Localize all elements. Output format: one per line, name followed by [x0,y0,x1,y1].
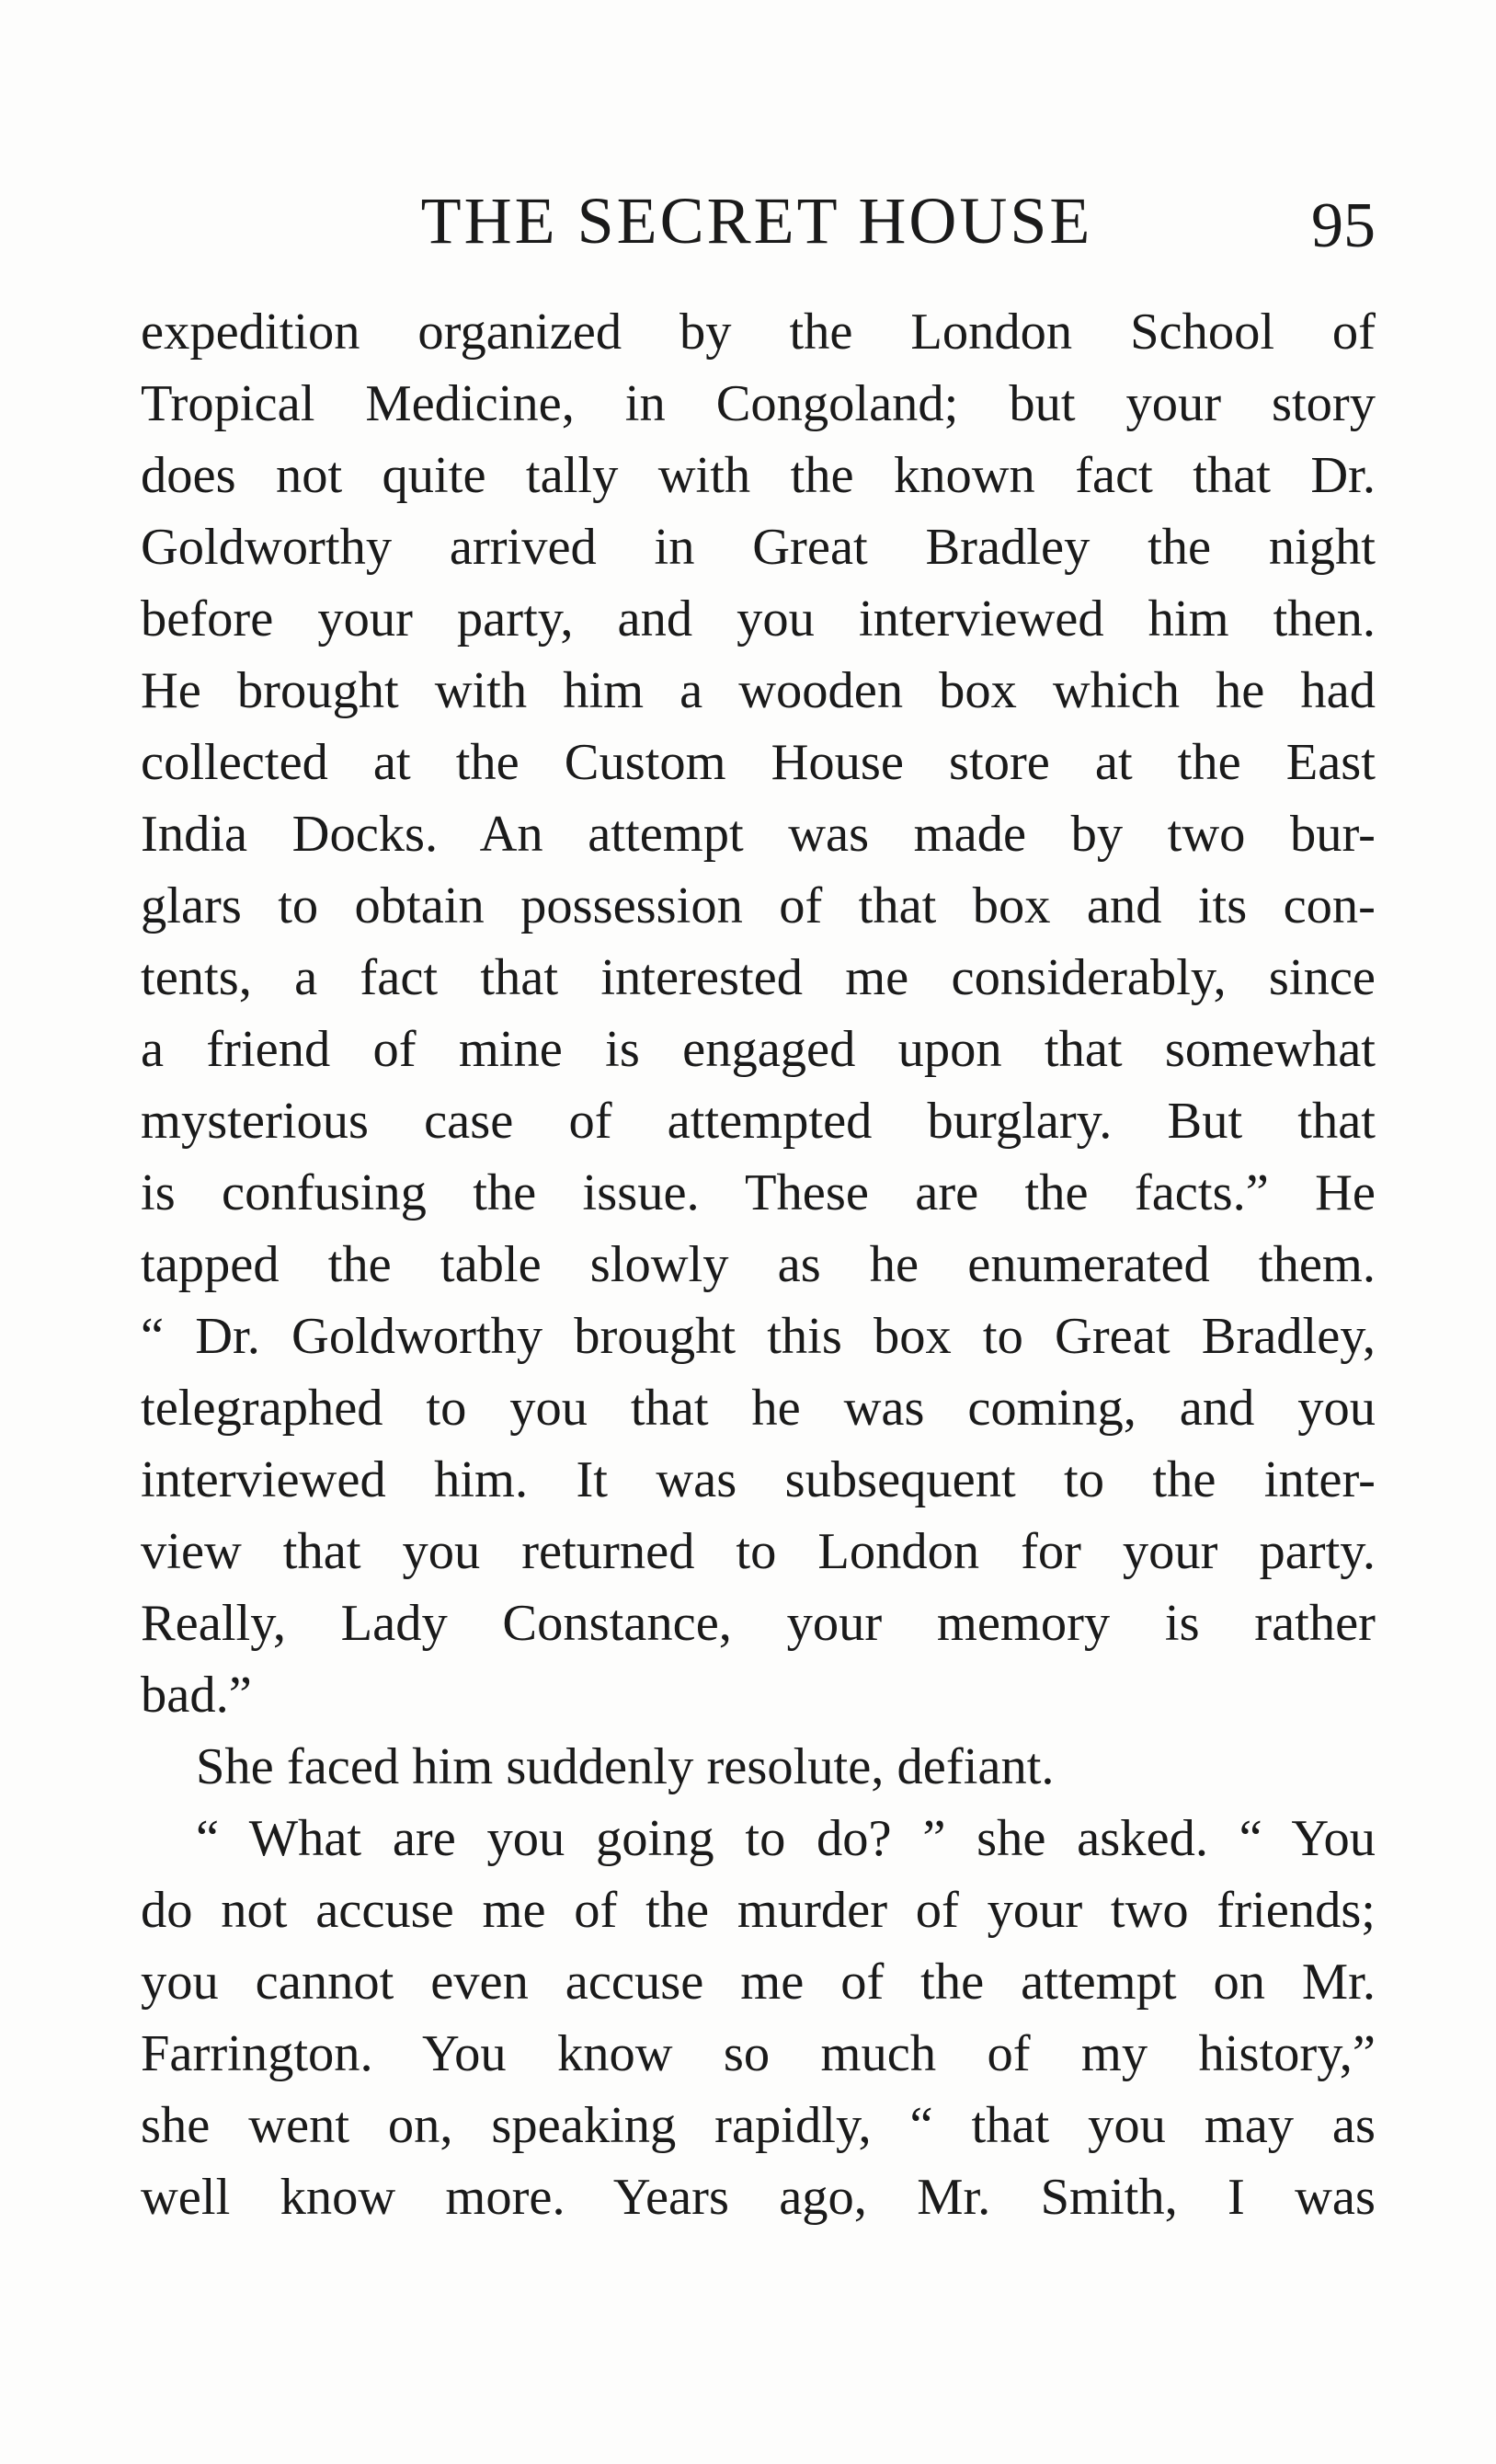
page-number: 95 [1311,190,1376,261]
text-line: “ What are you going to do? ” she asked. “ You [196,1810,1376,1867]
text-line: a friend of mine is engaged upon that somewhat [141,1021,1376,1078]
text-line: Really, Lady Constance, your memory is rather [141,1595,1376,1652]
text-line: Farrington. You know so much of my history,” [141,2025,1376,2082]
text-line: view that you returned to London for your party. [141,1523,1376,1580]
text-line: Goldworthy arrived in Great Bradley the night [141,519,1376,576]
text-line: well know more. Years ago, Mr. Smith, I was [141,2169,1376,2226]
text-line: do not accuse me of the murder of your two friends; [141,1882,1376,1939]
text-line: interviewed him. It was subsequent to the inter- [141,1451,1376,1508]
text-line: before your party, and you interviewed him then. [141,590,1376,648]
text-line: is confusing the issue. These are the facts.” He [141,1164,1376,1221]
text-line: she went on, speaking rapidly, “ that you may as [141,2097,1376,2154]
text-line: mysterious case of attempted burglary. But that [141,1093,1376,1150]
text-line: does not quite tally with the known fact that Dr. [141,447,1376,504]
text-line: She faced him suddenly resolute, defiant. [196,1738,1055,1795]
running-head [138,175,1376,267]
text-line: expedition organized by the London School of [141,304,1376,361]
text-line: Tropical Medicine, in Congoland; but your story [141,375,1376,432]
text-line: tapped the table slowly as he enumerated them. [141,1236,1376,1293]
text-line: glars to obtain possession of that box and its con- [141,877,1376,934]
text-line: India Docks. An attempt was made by two bur- [141,806,1376,863]
text-line: you cannot even accuse me of the attempt on Mr. [141,1954,1376,2011]
text-line: He brought with him a wooden box which he had [141,662,1376,719]
text-line: bad.” [141,1667,252,1724]
text-line: telegraphed to you that he was coming, and you [141,1380,1376,1437]
body-text [141,296,1376,2233]
text-line: collected at the Custom House store at the East [141,734,1376,791]
text-line: “ Dr. Goldworthy brought this box to Great Bradley, [141,1308,1376,1365]
running-title: THE SECRET HOUSE [420,184,1093,258]
text-line: tents, a fact that interested me considerably, since [141,949,1376,1006]
